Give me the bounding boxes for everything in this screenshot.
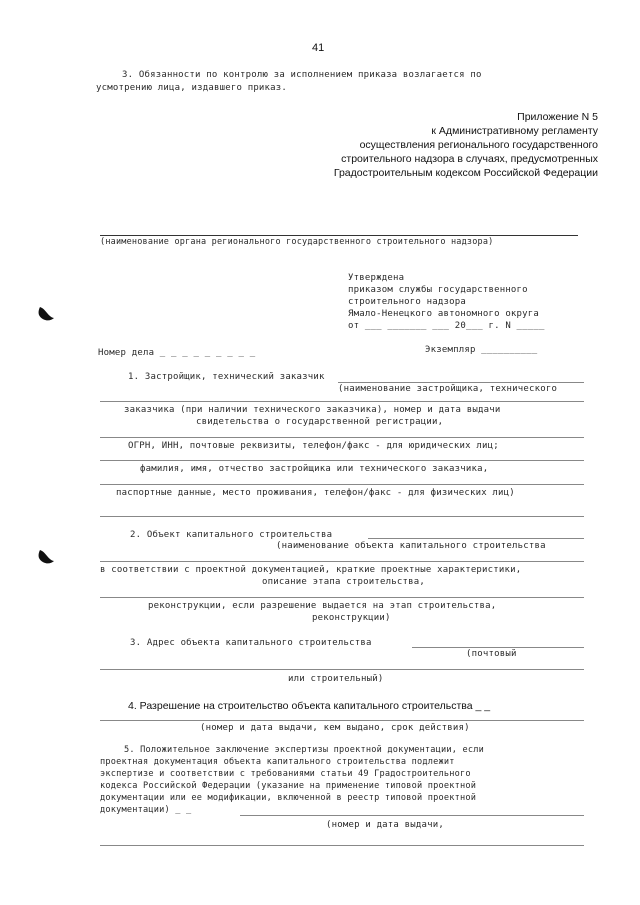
section-2-line-a: [100, 561, 584, 562]
section-1-line-c: [100, 460, 584, 461]
section-5-line-2: проектная документация объекта капитального строительства подлежит: [100, 757, 455, 767]
section-2-line-b: [100, 597, 584, 598]
intro-line-1: 3. Обязанности по контролю за исполнением приказа возлагается по: [122, 70, 482, 80]
section-1-line-d: [100, 484, 584, 485]
section-2-caption-5: реконструкции): [312, 613, 391, 623]
section-2-caption-4: реконструкции, если разрешение выдается на этап строительства,: [148, 601, 497, 611]
section-1-caption-2: заказчика (при наличии технического заказчика), номер и дата выдачи: [124, 405, 501, 415]
section-3-title: 3. Адрес объекта капитального строительства: [130, 638, 372, 648]
section-4-line-a: [100, 720, 584, 721]
section-2-caption-3: описание этапа строительства,: [262, 577, 425, 587]
section-2-caption-2: в соответствии с проектной документацией, краткие проектные характеристики,: [100, 565, 522, 575]
section-4-title: 4. Разрешение на строительство объекта капитального строительства _ _: [128, 700, 491, 712]
approved-line-1: Утверждена: [348, 273, 405, 283]
section-2-blank: [368, 538, 584, 539]
approved-line-2: приказом службы государственного: [348, 285, 528, 295]
section-3-caption-1: (почтовый: [466, 649, 517, 659]
approved-line-4: Ямало-Ненецкого автономного округа: [348, 309, 540, 319]
appendix-line-4: строительного надзора в случаях, предусмотренных: [341, 153, 598, 165]
organ-name-caption: (наименование органа регионального государственного строительного надзора): [100, 237, 494, 247]
appendix-line-3: осуществления регионального государственного: [359, 139, 598, 151]
section-3-blank: [412, 647, 584, 648]
section-5-line-3: экспертизе и соответствии с требованиями статьи 49 Градостроительного: [100, 769, 471, 779]
section-3-caption-2: или строительный): [288, 674, 384, 684]
appendix-line-2: к Административному регламенту: [431, 125, 598, 137]
section-5-line-5: документации или ее модификации, включенной в реестр типовой проектной: [100, 793, 477, 803]
organ-name-line: [100, 235, 578, 236]
section-1-line-b: [100, 437, 584, 438]
section-1-line-a: [100, 401, 584, 402]
section-5-line-6: документации) _ _: [100, 805, 192, 815]
case-number: Номер дела _ _ _ _ _ _ _ _ _: [98, 348, 256, 358]
section-4-caption: (номер и дата выдачи, кем выдано, срок действия): [200, 723, 470, 733]
section-5-line-4: кодекса Российской Федерации (указание на применение типовой проектной: [100, 781, 477, 791]
appendix-title: Приложение N 5: [517, 111, 598, 123]
appendix-line-5: Градостроительным кодексом Российской Федерации: [333, 167, 598, 179]
section-2-title: 2. Объект капитального строительства: [130, 530, 333, 540]
approved-line-3: строительного надзора: [348, 297, 466, 307]
section-5-blank: [240, 815, 584, 816]
section-5-line-1: 5. Положительное заключение экспертизы проектной документации, если: [124, 745, 485, 755]
punch-hole-mark-bottom: [36, 546, 58, 568]
section-1-title: 1. Застройщик, технический заказчик: [128, 372, 325, 382]
section-3-line-a: [100, 669, 584, 670]
section-5-caption: (номер и дата выдачи,: [326, 820, 444, 830]
section-2-top-line: [100, 516, 584, 517]
page-number: 41: [312, 42, 325, 54]
section-1-caption-4: ОГРН, ИНН, почтовые реквизиты, телефон/факс - для юридических лиц;: [128, 441, 499, 451]
section-1-blank: [338, 382, 584, 383]
section-2-caption-1: (наименование объекта капитального строительства: [276, 541, 546, 551]
section-1-caption-5: фамилия, имя, отчество застройщика или технического заказчика,: [140, 464, 489, 474]
section-5-line-a: [100, 845, 584, 846]
section-1-caption-1: (наименование застройщика, технического: [338, 384, 558, 394]
approved-date-line: от ___ _______ ___ 20___ г. N _____: [348, 321, 545, 331]
punch-hole-mark-top: [36, 303, 58, 325]
section-1-caption-3: свидетельства о государственной регистрации,: [196, 417, 444, 427]
copy-number: Экземпляр __________: [425, 345, 538, 355]
intro-line-2: усмотрению лица, издавшего приказ.: [96, 83, 288, 93]
section-1-caption-6: паспортные данные, место проживания, телефон/факс - для физических лиц): [116, 488, 515, 498]
